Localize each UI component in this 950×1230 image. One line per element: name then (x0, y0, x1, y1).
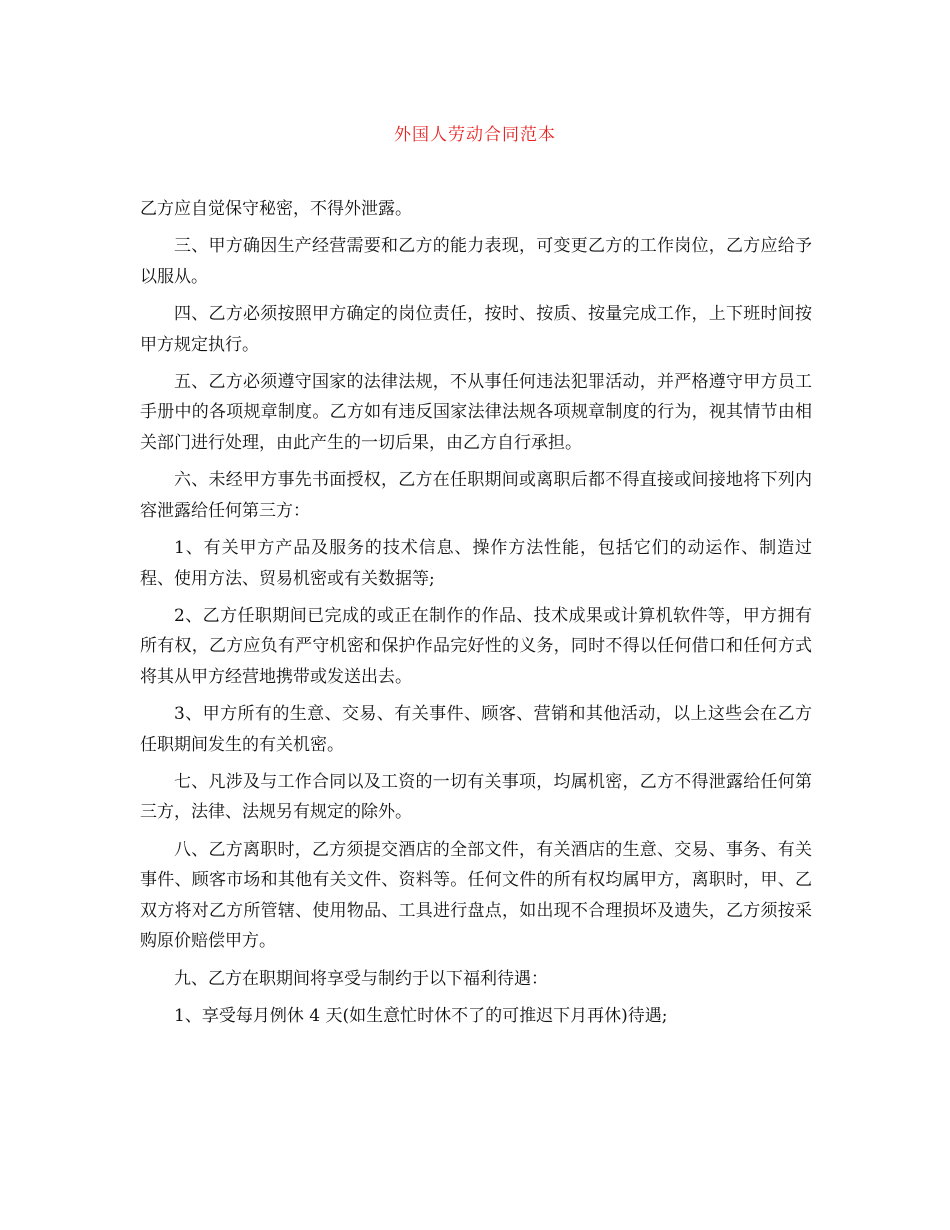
paragraph: 九、乙方在职期间将享受与制约于以下福利待遇： (174, 968, 548, 989)
paragraph: 五、乙方必须遵守国家的法律法规，不从事任何违法犯罪活动，并严格遵守甲方员工手册中的各项规章制度。乙方如有违反国家法律法规各项规章制度的行为，视其情节由相关部门进行处理，由此产生的一切后果，由乙方自行承担。 (140, 371, 812, 453)
paragraph: 1、有关甲方产品及服务的技术信息、操作方法性能，包括它们的动运作、制造过程、使用方法、贸易机密或有关数据等; (140, 537, 812, 589)
paragraph: 乙方应自觉保守秘密，不得外泄露。 (140, 199, 412, 219)
document-body (140, 194, 812, 1038)
paragraph: 四、乙方必须按照甲方确定的岗位责任，按时、按质、按量完成工作，上下班时间按甲方规定执行。 (140, 303, 812, 355)
paragraph: 3、甲方所有的生意、交易、有关事件、顾客、营销和其他活动，以上这些会在乙方任职期间发生的有关机密。 (140, 704, 812, 755)
paragraph: 七、凡涉及与工作合同以及工资的一切有关事项，均属机密，乙方不得泄露给任何第三方，法律、法规另有规定的除外。 (140, 771, 812, 823)
paragraph: 三、甲方确因生产经营需要和乙方的能力表现，可变更乙方的工作岗位，乙方应给予以服从。 (140, 236, 812, 287)
document-title: 外国人劳动合同范本 (394, 125, 556, 145)
paragraph: 八、乙方离职时，乙方须提交酒店的全部文件，有关酒店的生意、交易、事务、有关事件、顾客市场和其他有关文件、资料等。任何文件的所有权均属甲方，离职时，甲、乙双方将对乙方所管辖、使用物品、工具进行盘点，如出现不合理损坏及遗失，乙方须按采购原价赔偿甲方。 (140, 839, 812, 952)
paragraph: 六、未经甲方事先书面授权，乙方在任职期间或离职后都不得直接或间接地将下列内容泄露给任何第三方： (140, 470, 812, 521)
paragraph: 1、享受每月例休 4 天(如生意忙时休不了的可推迟下月再休)待遇; (174, 1005, 668, 1026)
paragraph: 2、乙方任职期间已完成的或正在制作的作品、技术成果或计算机软件等，甲方拥有所有权，乙方应负有严守机密和保护作品完好性的义务，同时不得以任何借口和任何方式将其从甲方经营地携带或发送出去。 (140, 605, 812, 687)
